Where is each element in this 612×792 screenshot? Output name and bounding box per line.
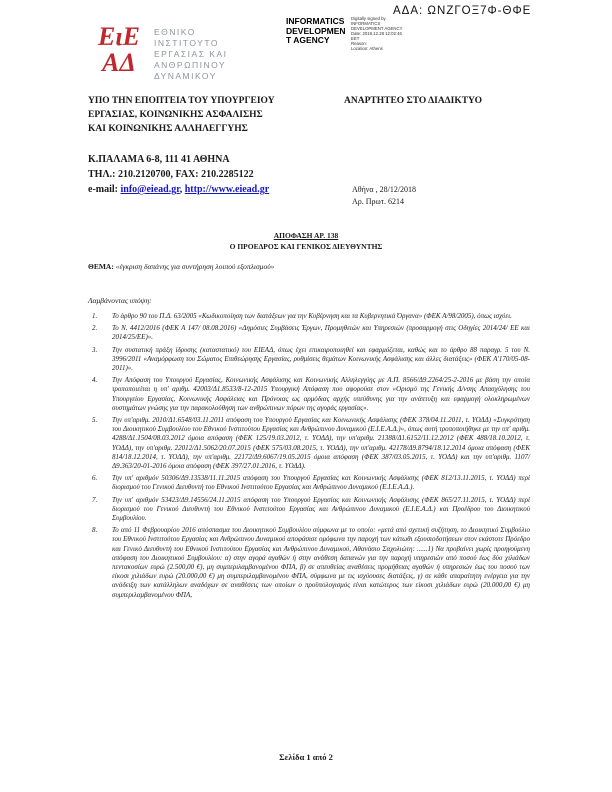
subject-text: «έγκριση δαπάνης για συντήρηση λοιπού εξοπλισμού» [115, 262, 275, 271]
list-item-number: 6. [92, 474, 98, 483]
list-item [92, 346, 530, 374]
signature-detail-line: Date: 2018.12.28 12:02:46 [351, 31, 402, 36]
subject-label: ΘΕΜΑ: [88, 262, 116, 271]
signature-detail-line: Digitally signed by [351, 16, 386, 21]
protocol-number: Αρ. Πρωτ. 6214 [352, 196, 405, 206]
list-item-text: Την συστατική πράξη ίδρυσης (καταστατικό) του ΕΙΕΑΔ, όπως έχει επικαιροποιηθεί και εφαρμόζεται, καθώς και το άρθρο 88 παραγρ. 5 του Ν. 3996/2011 «Αναμόρφωση του Σώματος Επιθεώρησης Εργασίας, ρυθμίσεις θεμάτων Κοινωνικής Ασφάλισης και άλλες διατάξεις» (ΦΕΚ Α'170/05-08-2011)». [112, 345, 530, 373]
digital-signature-details [351, 16, 429, 51]
signature-detail-line: Reason: [351, 41, 368, 46]
decision-title: ΑΠΟΦΑΣΗ ΑΡ. 138 [273, 231, 339, 240]
list-item [92, 376, 530, 413]
page-number-footer: Σελίδα 1 από 2 [279, 752, 333, 762]
list-item-text: Το άρθρο 90 του Π.Δ. 63/2005 «Κωδικοποίηση των διατάξεων για την Κυβέρνηση και τα Κυβερνητικά Όργανα» (ΦΕΚ Α/98/2005), όπως ισχύει. [112, 312, 512, 320]
list-item-number: 7. [92, 495, 98, 504]
email-link[interactable]: info@eiead.gr [120, 184, 180, 195]
institute-name [154, 24, 228, 82]
institute-name-line: ΕΡΓΑΣΙΑΣ ΚΑΙ [154, 49, 228, 59]
supervision-line: ΕΡΓΑΣΙΑΣ, ΚΟΙΝΩΝΙΚΗΣ ΑΣΦΑΛΙΣΗΣ [88, 110, 263, 120]
list-item-number: 3. [92, 345, 98, 354]
institute-name-line: ΔΥΝΑΜΙΚΟΥ [154, 71, 217, 81]
signature-detail-line: DEVELOPMENT AGENCY [351, 26, 403, 31]
subject-line [88, 262, 274, 271]
contact-block [88, 152, 269, 197]
list-item-number: 4. [92, 376, 98, 385]
signature-detail-line: INFORMATICS [351, 21, 381, 26]
phone-fax-line: ΤΗΛ.: 210.2120700, FAX: 210.2285122 [88, 169, 254, 180]
list-item [92, 416, 530, 471]
anartiteo-label: ΑΝΑΡΤΗΤΕΟ ΣΤΟ ΔΙΑΔΙΚΤΥΟ [344, 96, 482, 106]
supervision-line: ΚΑΙ ΚΟΙΝΩΝΙΚΗΣ ΑΛΛΗΛΕΓΓΥΗΣ [88, 124, 248, 134]
signature-agency-line: DEVELOPMEN [286, 25, 346, 36]
list-item-text: Την υπ' αριθμόν 53423/Δ9.14556/24.11.2015 απόφαση του Υπουργού Εργασίας και Κοινωνικής Ασφάλισης (ΦΕΚ 865/27.11.2015, τ. ΥΟΔΔ) περί διορισμού του Γενικού Διευθυντή του Εθνικού Ινστιτούτου Εργασίας και Ανθρώπινου Δυναμικού (Ε.Ι.Ε.Α.Δ.) και Προέδρου του Διοικητικού Συμβουλίου. [112, 495, 530, 523]
institute-name-line: ΕΘΝΙΚΟ [154, 27, 196, 37]
address-line: Κ.ΠΑΛΑΜΑ 6-8, 111 41 ΑΘΗΝΑ [88, 154, 230, 165]
list-item-number: 5. [92, 416, 98, 425]
list-item [92, 312, 530, 321]
digital-signature-agency [286, 17, 346, 46]
list-item-number: 2. [92, 324, 98, 333]
signature-agency-line: T AGENCY [286, 35, 330, 45]
email-separator: , [179, 184, 185, 195]
email-label: e-mail: [88, 184, 121, 195]
list-item [92, 496, 530, 524]
list-item-number: 1. [92, 312, 98, 320]
decision-subtitle: Ο ΠΡΟΕΔΡΟΣ ΚΑΙ ΓΕΝΙΚΟΣ ΔΙΕΥΘΥΝΤΗΣ [229, 241, 383, 251]
supervision-line: ΥΠΟ ΤΗΝ ΕΠΟΠΤΕΙΑ ΤΟΥ ΥΠΟΥΡΓΕΙΟΥ [88, 96, 275, 106]
list-item-number: 8. [92, 526, 98, 535]
list-item-text: Την υπ'αριθμ. 2010/Δ1.6548/03.11.2011 απόφαση του Υπουργού Εργασίας και Κοινωνικής Ασφάλισης (ΦΕΚ 378/04.11.2011, τ. ΥΟΔΔ) «Συγκρότηση του Διοικητικού Συμβουλίου του Εθνικού Ινστιτούτου Εργασίας και Ανθρώπινου Δυναμικού (Ε.Ι.Ε.Α.Δ.)», όπως αυτή τροποποιήθηκε με την υπ' αριθμ. 4288/Δ1.1504/08.03.2012 όμοια απόφαση (ΦΕΚ 125/19.03.2012, τ. ΥΟΔΔ), την υπ'αριθμ. 21388/Δ1.6152/11.12.2012 (ΦΕΚ 488/18.10.2012, τ. ΥΟΔΔ), την υπ'αριθμ. 22012/Δ1.5062/20.07.2015 (ΦΕΚ 575/03.08.2015, τ. ΥΟΔΔ), την υπ'αριθμ. 42178/Δ9.8794/18.12.2014 όμοια απόφαση (ΦΕΚ 814/18.12.2014, τ. ΥΟΔΔ), την υπ'αριθμ. 22172/Δ9.6067/19.05.2015 όμοια απόφαση (ΦΕΚ 387/03.05.2015, τ. ΥΟΔΔ) και την υπ'αριθμ. 1107/Δ9.363/20-01-2016 όμοια απόφαση (ΦΕΚ 397/27.01.2016, τ. ΥΟΔΔ). [112, 416, 530, 471]
supervision-heading [88, 94, 275, 136]
eiead-logo-icon [94, 24, 144, 82]
eiead-logo-block [94, 24, 228, 82]
considerations-list [92, 312, 530, 603]
ada-code: ΑΔΑ: ΩΝΖΓΟΞ7Φ-ΘΦΕ [393, 5, 532, 17]
institute-name-line: ΙΝΣΤΙΤΟΥΤΟ [154, 38, 220, 48]
list-item-text: Το από 11 Φεβρουαρίου 2016 απόσπασμα του Διοικητικού Συμβουλίου σύμφωνα με το οποίο: «μετά από σχετική συζήτηση, το Διοικητικό Συμβούλιο του Εθνικού Ινστιτούτου Εργασίας και Ανθρώπινου Δυναμικού αποφάσισε ομόφωνα την παροχή των κάτωθι εξουσιοδοτήσεων στον εκάστοτε Πρόεδρο και Γενικό Διευθυντή του Εθνικού Ινστιτούτου Εργασίας και Ανθρώπινου Δυναμικού, Αθανάσιο Σαχολιώτη: ......1) Να προβαίνει χωρίς προηγούμενη απόφαση του Διοικητικού Συμβουλίου: α) στην αγορά αγαθών ή στην ανάθεση δαπανών για την παροχή υπηρεσιών από ποσού έως δύο χιλιάδων πεντακοσίων ευρώ (2.500,00 €), μη συμπεριλαμβανομένου ΦΠΑ, β) σε απευθείας αναθέσεις προμήθειας αγαθών ή υπηρεσιών έως του ποσού των είκοσι χιλιάδων ευρώ (20.000,00 €) μη συμπεριλαμβανομένου ΦΠΑ, σύμφωνα με τις ισχύουσες διατάξεις, γ) σε κάθε απαραίτητη ενέργεια για την ανάδειξη των κατάλληλων αναδόχων σε αναθέσεις των οποίων ο προϋπολογισμός είναι κατώτερος των είκοσι χιλιάδων ευρώ (20.000,00 €) μη συμπεριλαμβανομένου ΦΠΑ, [112, 526, 530, 599]
list-item-text: Την Απόφαση του Υπουργού Εργασίας, Κοινωνικής Ασφάλισης και Κοινωνικής Αλληλεγγύης με Α.Π. 8566/Δ9.2264/25-2-2016 με βάση την οποία τροποποιείται η υπ' αριθμ. 42003/Δ1.8533/8-12-2015 Υπουργική Απόφαση που αφορούσε στον «Ορισμό της Γενικής Δ/νσης Απασχόλησης του Υπουργείου Εργασίας, Κοινωνικής Ασφάλειας και Πρόνοιας ως αρμόδιας αρχής υπεύθυνης για την ανάπτυξη και εφαρμογή ολοκληρωμένων συστημάτων γνώσης για την παρακολούθηση των ανθρώπινων πόρων της αγοράς εργασίας». [112, 376, 530, 412]
signature-detail-line: EET [351, 36, 360, 41]
date-protocol-block [352, 184, 416, 207]
list-item [92, 474, 530, 492]
decision-heading [0, 231, 612, 252]
website-link[interactable]: http://www.eiead.gr [184, 184, 270, 195]
city-date: Αθήνα , 28/12/2018 [352, 185, 417, 194]
list-item-text: Το Ν. 4412/2016 (ΦΕΚ Α 147/ 08.08.2016) «Δημόσιες Συμβάσεις Έργων, Προμηθειών και Υπηρεσιών (προσαρμογή στις Οδηγίες 2014/24/ ΕΕ και 2014/25/ΕΕ)». [112, 324, 530, 342]
signature-agency-line: INFORMATICS [286, 16, 345, 26]
preamble: Λαμβάνοντας υπόψη: [88, 296, 152, 305]
list-item [92, 324, 530, 342]
logo-monogram-top: ΕιΕ [98, 22, 140, 51]
list-item [92, 526, 530, 600]
list-item-text: Την υπ' αριθμόν 50306/Δ9.13538/11.11.2015 απόφαση του Υπουργού Εργασίας και Κοινωνικής Ασφάλισης (ΦΕΚ 812/13.11.2015, τ. ΥΟΔΔ) περί διορισμού του Γενικού Διευθυντή του Εθνικού Ινστιτούτου Εργασίας και Ανθρώπινου Δυναμικού (Ε.Ι.Ε.Α.Δ.). [112, 474, 530, 492]
institute-name-line: ΑΝΘΡΩΠΙΝΟΥ [154, 60, 227, 70]
logo-monogram-bottom: ΑΔ [102, 48, 136, 77]
signature-detail-line: Location: Athens [351, 46, 383, 51]
email-line [88, 182, 269, 197]
